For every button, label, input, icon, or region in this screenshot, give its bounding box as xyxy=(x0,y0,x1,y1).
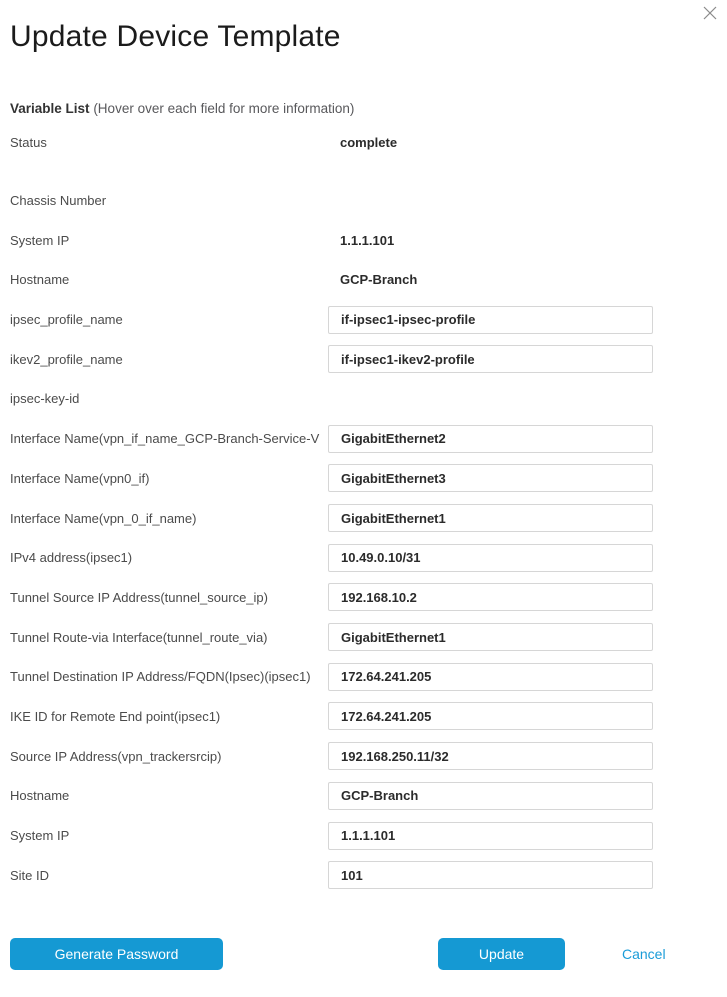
variable-label: Hostname xyxy=(10,272,70,288)
variable-value-area xyxy=(328,135,717,150)
variable-label: ipsec-key-id xyxy=(10,391,80,407)
variable-value-area xyxy=(328,544,717,572)
variable-value-area xyxy=(328,464,717,492)
variable-label: IKE ID for Remote End point(ipsec1) xyxy=(10,708,221,724)
dialog-title: Update Device Template xyxy=(10,20,341,53)
variable-label: Hostname xyxy=(10,788,70,804)
variable-label: ikev2_profile_name xyxy=(10,351,123,367)
variable-input[interactable] xyxy=(328,544,653,572)
variable-row xyxy=(10,736,717,776)
section-heading: Variable List xyxy=(10,101,90,116)
variable-label: System IP xyxy=(10,828,70,844)
update-button[interactable]: Update xyxy=(438,938,565,970)
variable-input[interactable] xyxy=(328,702,653,730)
variable-row xyxy=(10,260,717,300)
variable-row xyxy=(10,657,717,697)
variable-value-area xyxy=(328,233,717,248)
variable-row xyxy=(10,220,717,260)
variable-row xyxy=(10,816,717,856)
variable-label: IPv4 address(ipsec1) xyxy=(10,550,133,566)
variable-label: Source IP Address(vpn_trackersrcip) xyxy=(10,748,222,764)
variable-value-area xyxy=(328,782,717,810)
variable-form xyxy=(10,123,717,895)
variable-static-value: complete xyxy=(340,135,398,151)
variable-value-area xyxy=(328,272,717,287)
variable-row xyxy=(10,123,717,163)
variable-input[interactable] xyxy=(328,425,653,453)
section-hint: (Hover over each field for more information) xyxy=(93,101,355,116)
variable-value-area xyxy=(328,623,717,651)
variable-value-area xyxy=(328,861,717,889)
variable-row xyxy=(10,181,717,221)
variable-value-area xyxy=(328,742,717,770)
variable-static-value: GCP-Branch xyxy=(340,272,418,288)
variable-row xyxy=(10,379,717,419)
dialog-footer xyxy=(10,938,717,970)
variable-row xyxy=(10,578,717,618)
variable-label: ipsec_profile_name xyxy=(10,312,123,328)
variable-input[interactable] xyxy=(328,306,653,334)
variable-label: Chassis Number xyxy=(10,193,107,209)
variable-value-area xyxy=(328,306,717,334)
variable-static-value: 1.1.1.101 xyxy=(340,232,395,248)
variable-label: Status xyxy=(10,135,47,151)
variable-value-area xyxy=(328,702,717,730)
variable-value-area xyxy=(328,425,717,453)
variable-input[interactable] xyxy=(328,782,653,810)
variable-label: Tunnel Route-via Interface(tunnel_route_via) xyxy=(10,629,268,645)
variable-input[interactable] xyxy=(328,504,653,532)
variable-value-area xyxy=(328,822,717,850)
variable-input[interactable] xyxy=(328,345,653,373)
variable-value-area xyxy=(328,663,717,691)
variable-input[interactable] xyxy=(328,822,653,850)
variable-label: Site ID xyxy=(10,867,50,883)
variable-value-area xyxy=(328,504,717,532)
variable-row xyxy=(10,776,717,816)
variable-label: Tunnel Source IP Address(tunnel_source_ip) xyxy=(10,589,268,605)
variable-label: Interface Name(vpn_if_name_GCP-Branch-Service-V xyxy=(10,431,320,447)
variable-row xyxy=(10,300,717,340)
variable-list-header xyxy=(10,101,717,116)
variable-input[interactable] xyxy=(328,583,653,611)
variable-label: System IP xyxy=(10,232,70,248)
variable-row xyxy=(10,498,717,538)
variable-value-area xyxy=(328,345,717,373)
variable-row xyxy=(10,339,717,379)
variable-value-area xyxy=(328,583,717,611)
variable-row xyxy=(10,855,717,895)
variable-row xyxy=(10,538,717,578)
variable-input[interactable] xyxy=(328,623,653,651)
close-icon[interactable] xyxy=(702,5,718,21)
variable-input[interactable] xyxy=(328,742,653,770)
variable-input[interactable] xyxy=(328,663,653,691)
variable-input[interactable] xyxy=(328,861,653,889)
variable-label: Tunnel Destination IP Address/FQDN(Ipsec)(ipsec1) xyxy=(10,669,311,685)
variable-label: Interface Name(vpn_0_if_name) xyxy=(10,510,197,526)
variable-row xyxy=(10,459,717,499)
variable-row xyxy=(10,697,717,737)
variable-input[interactable] xyxy=(328,464,653,492)
generate-password-button[interactable]: Generate Password xyxy=(10,938,223,970)
variable-row xyxy=(10,617,717,657)
cancel-link[interactable]: Cancel xyxy=(622,946,666,963)
variable-row xyxy=(10,419,717,459)
variable-label: Interface Name(vpn0_if) xyxy=(10,470,150,486)
